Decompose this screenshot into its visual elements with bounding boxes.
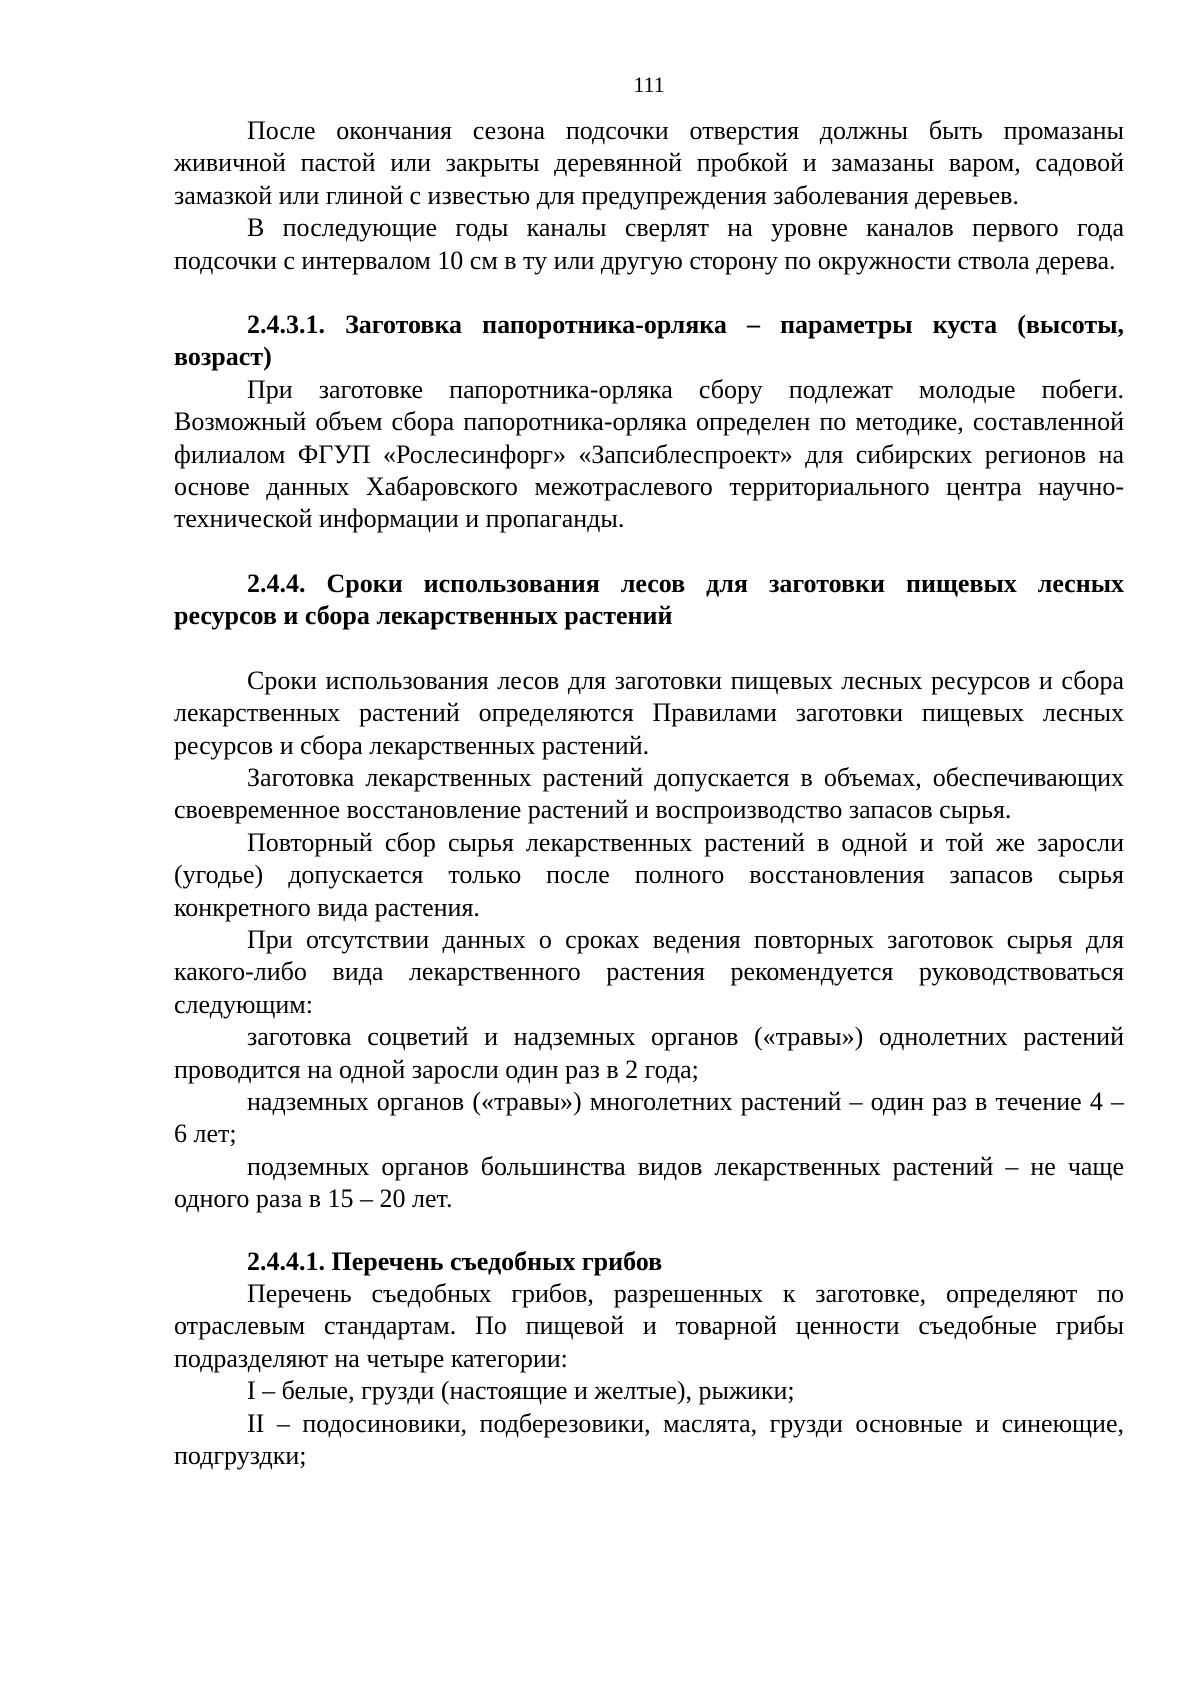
- page-number: 111: [633, 72, 665, 97]
- list-item: надземных органов («травы») многолетних растений – один раз в течение 4 – 6 лет;: [174, 1086, 1124, 1149]
- paragraph: Повторный сбор сырья лекарственных растений в одной и той же заросли (угодье) допускается только после полного восстановления запасов сырья конкретного вида растения.: [174, 827, 1124, 922]
- list-item: II – подосиновики, подберезовики, маслята, грузди основные и синеющие, подгруздки;: [174, 1408, 1124, 1471]
- paragraph: В последующие годы каналы сверлят на уровне каналов первого года подсочки с интервалом 10 см в ту или другую сторону по окружности ствола дерева.: [174, 213, 1124, 275]
- list-item: I – белые, грузди (настоящие и желтые), рыжики;: [247, 1376, 795, 1406]
- list-item: заготовка соцветий и надземных органов («травы») однолетних растений проводится на одной заросли один раз в 2 года;: [174, 1022, 1124, 1084]
- list-item: подземных органов большинства видов лекарственных растений – не чаще одного раза в 15 – 20 лет.: [174, 1151, 1124, 1214]
- section-heading-2-4-4-1: 2.4.4.1. Перечень съедобных грибов: [247, 1246, 663, 1276]
- paragraph: При заготовке папоротника-орляка сбору подлежат молодые побеги. Возможный объем сбора папоротника-орляка определен по методике, составленной филиалом ФГУП «Рослесинфорг» «Запсиблеспроект» для сибирских регионов на основе данных Хабаровского межотраслевого территориального центра научно-технической информации и пропаганды.: [174, 374, 1124, 534]
- document-body: [174, 115, 1124, 1472]
- section-heading-2-4-4: 2.4.4. Сроки использования лесов для заготовки пищевых лесных ресурсов и сбора лекарственных растений: [174, 568, 1124, 631]
- paragraph: После окончания сезона подсочки отверстия должны быть промазаны живичной пастой или закрыты деревянной пробкой и замазаны варом, садовой замазкой или глиной с известью для предупреждения заболевания деревьев.: [174, 116, 1124, 210]
- paragraph: Сроки использования лесов для заготовки пищевых лесных ресурсов и сбора лекарственных растений определяются Правилами заготовки пищевых лесных ресурсов и сбора лекарственных растений.: [174, 665, 1124, 760]
- section-heading-2-4-3-1: 2.4.3.1. Заготовка папоротника-орляка – параметры куста (высоты, возраст): [174, 310, 1124, 372]
- paragraph: Заготовка лекарственных растений допускается в объемах, обеспечивающих своевременное восстановление растений и воспроизводство запасов сырья.: [174, 762, 1124, 825]
- paragraph: Перечень съедобных грибов, разрешенных к заготовке, определяют по отраслевым стандартам. По пищевой и товарной ценности съедобные грибы подразделяют на четыре категории:: [174, 1279, 1124, 1373]
- paragraph: При отсутствии данных о сроках ведения повторных заготовок сырья для какого-либо вида лекарственного растения рекомендуется руководствоваться следующим:: [174, 924, 1124, 1019]
